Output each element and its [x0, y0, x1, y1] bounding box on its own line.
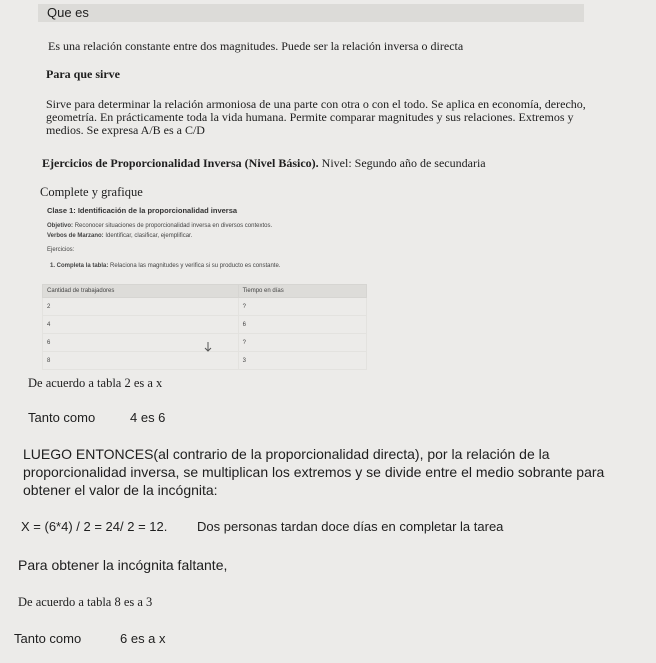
exercises-level: Nivel: Segundo año de secundaria [321, 156, 486, 170]
purpose-text: Sirve para determinar la relación armoniosa de una parte con otra o con el todo. Se aplica en economía, derecho, geometría. En prácticamente toda la vida humana. Permite comparar magnitudes y sus relaciones. Extremos y medios. Se expresa A/B es a C/D [46, 97, 586, 137]
table-cell: 4 [43, 316, 239, 334]
objetivo-label: Objetivo: [47, 223, 74, 229]
objetivo-text: Reconocer situaciones de proporcionalidad inversa en diversos contextos. [74, 223, 273, 229]
column-header-workers: Cantidad de trabajadores [43, 285, 239, 298]
solution-line-4-a: Tanto como [14, 631, 82, 646]
definition-text: Es una relación constante entre dos magnitudes. Puede ser la relación inversa o directa [48, 39, 464, 53]
verbos-line [47, 233, 192, 239]
next-step-text: Para obtener la incógnita faltante, [18, 557, 228, 573]
ejercicios-label: Ejercicios: [47, 247, 75, 253]
solution-line-1: De acuerdo a tabla 2 es a x [28, 376, 163, 390]
solution-line-2-a: Tanto como [28, 410, 96, 425]
column-header-days: Tiempo en días [238, 285, 366, 298]
table-row [43, 316, 367, 334]
exercise-item-label: 1. Completa la tabla: [50, 263, 109, 269]
proportion-table [42, 284, 367, 370]
objetivo-line [47, 223, 272, 229]
verbos-label: Verbos de Marzano: [47, 233, 104, 239]
inverse-rule-text: LUEGO ENTONCES(al contrario de la proporcionalidad directa), por la relación de la proporcionalidad inversa, se multiplican los extremos y se divide entre el medio sobrante para obtener el valor de la incógnita: [23, 446, 605, 498]
solution-line-4-b: 6 es a x [120, 631, 166, 646]
table-cell: ? [238, 334, 366, 352]
table-cell: 8 [43, 352, 239, 370]
exercise-item-text: Relaciona las magnitudes y verifica si su producto es constante. [110, 263, 281, 269]
table-header-row [43, 285, 367, 298]
exercise-instruction: Complete y grafique [40, 185, 143, 199]
page-title: Que es [47, 5, 89, 20]
table-cell: 2 [43, 298, 239, 316]
table-cell: ? [238, 298, 366, 316]
solution-line-3: De acuerdo a tabla 8 es a 3 [18, 595, 153, 609]
purpose-heading: Para que sirve [46, 67, 120, 81]
table-row [43, 352, 367, 370]
exercises-heading [42, 156, 486, 171]
header-bar [38, 4, 584, 22]
solution-line-2-b: 4 es 6 [130, 410, 166, 425]
exercises-heading-bold: Ejercicios de Proporcionalidad Inversa (Nivel Básico). [42, 156, 319, 170]
table-cell: 3 [238, 352, 366, 370]
equation: X = (6*4) / 2 = 24/ 2 = 12. [21, 519, 168, 534]
table-cell: 6 [238, 316, 366, 334]
verbos-text: Identificar, clasificar, ejemplificar. [105, 233, 193, 239]
equation-note: Dos personas tardan doce días en completar la tarea [197, 519, 504, 534]
clase-title: Clase 1: Identificación de la proporcionalidad inversa [47, 206, 238, 215]
exercise-item [50, 263, 280, 269]
arrow-down-icon [203, 341, 213, 353]
table-cell: 6 [43, 334, 239, 352]
table-row [43, 298, 367, 316]
